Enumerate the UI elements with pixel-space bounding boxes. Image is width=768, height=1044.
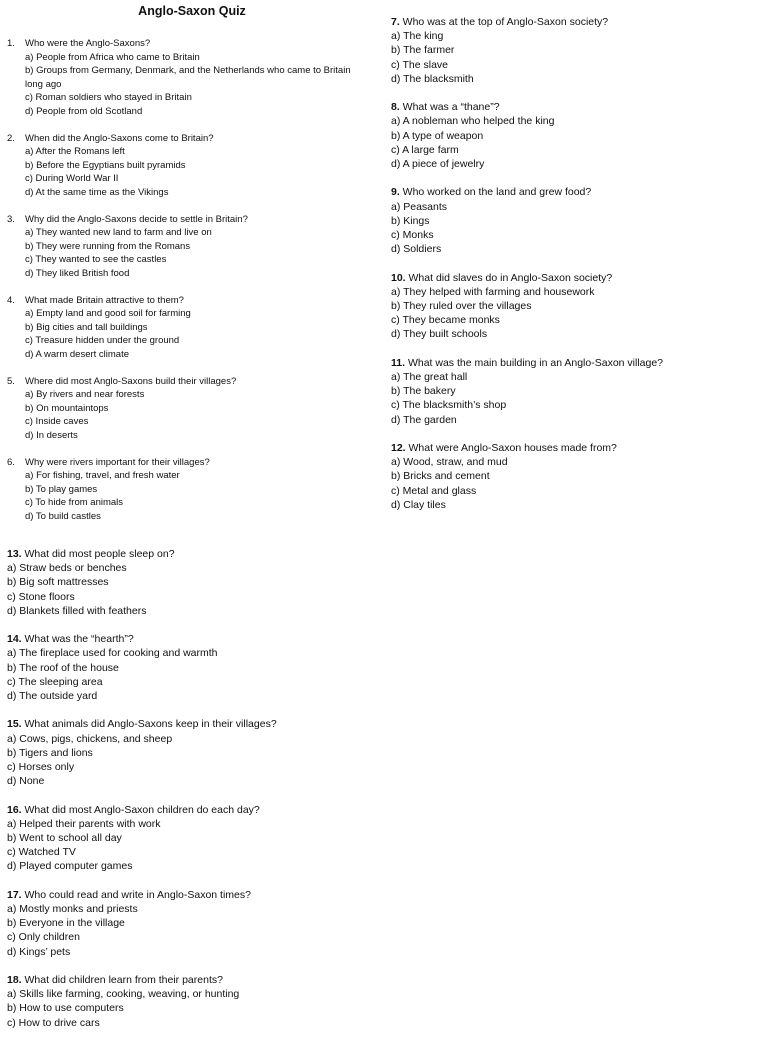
- answer-option: d) The outside yard: [7, 690, 98, 703]
- answer-option: c) The slave: [391, 58, 448, 71]
- answer-option: d) A warm desert climate: [25, 348, 130, 360]
- answer-option: a) Straw beds or benches: [7, 562, 127, 575]
- question-text: Why did the Anglo-Saxons decide to settle in Britain?: [25, 213, 248, 225]
- answer-option: b) The farmer: [391, 44, 455, 57]
- question-text: When did the Anglo-Saxons come to Britain?: [25, 132, 214, 144]
- answer-option: b) Before the Egyptians built pyramids: [25, 159, 186, 171]
- quiz-question: [7, 37, 367, 118]
- answer-option: a) Mostly monks and priests: [7, 903, 138, 916]
- question-number: 7.: [391, 16, 400, 28]
- answer-option: c) Roman soldiers who stayed in Britain: [25, 92, 192, 103]
- answer-option: a) Wood, straw, and mud: [391, 456, 508, 469]
- answer-option: b) Bricks and cement: [391, 470, 490, 483]
- quiz-question: [7, 973, 377, 1030]
- question-text: What was a “thane”?: [399, 101, 500, 114]
- answer-option: c) Metal and glass: [391, 484, 477, 497]
- answer-option: d) None: [7, 775, 45, 788]
- question-number: 2.: [7, 132, 15, 144]
- question-number: 15.: [7, 718, 22, 731]
- answer-option: c) During World War II: [25, 173, 119, 184]
- question-line: [7, 632, 377, 646]
- question-number: 1.: [7, 38, 15, 49]
- quiz-question: [7, 803, 377, 874]
- quiz-question: [391, 15, 761, 86]
- answer-option: a) Helped their parents with work: [7, 817, 161, 830]
- question-line: [391, 271, 761, 285]
- question-number: 10.: [391, 271, 406, 284]
- question-text: Why were rivers important for their villages?: [25, 456, 210, 468]
- quiz-question: [7, 888, 377, 959]
- question-number: 17.: [7, 888, 22, 901]
- answer-option: b) They ruled over the villages: [391, 300, 532, 313]
- question-line: [7, 547, 377, 561]
- question-line: [7, 717, 377, 731]
- question-number: 6.: [7, 456, 15, 468]
- answer-option: c) Treasure hidden under the ground: [25, 335, 180, 346]
- quiz-question: [391, 185, 761, 256]
- answer-option: c) To hide from animals: [25, 497, 124, 508]
- answer-option: d) The garden: [391, 413, 457, 426]
- question-text: What was the “hearth”?: [21, 633, 134, 646]
- answer-option: a) People from Africa who came to Britain: [25, 51, 200, 63]
- question-number: 14.: [7, 633, 22, 646]
- answer-option: b) Big soft mattresses: [7, 576, 109, 589]
- questions-7-12: [391, 15, 761, 526]
- question-line: [7, 973, 377, 987]
- answer-option: d) A piece of jewelry: [391, 158, 485, 171]
- question-text: What did most Anglo-Saxon children do each day?: [21, 803, 260, 816]
- question-text: Who could read and write in Anglo-Saxon times?: [21, 888, 251, 901]
- answer-option: c) The sleeping area: [7, 675, 103, 688]
- answer-option: b) Groups from Germany, Denmark, and the Netherlands who came to Britain long ago: [25, 65, 351, 90]
- answer-option: c) Monks: [391, 229, 434, 242]
- question-number: 16.: [7, 803, 22, 816]
- answer-option: d) To build castles: [25, 510, 101, 522]
- answer-option: d) Clay tiles: [391, 498, 446, 511]
- quiz-question: [391, 441, 761, 512]
- quiz-question: [7, 213, 367, 281]
- question-line: [7, 803, 377, 817]
- answer-option: b) Went to school all day: [7, 832, 122, 845]
- question-number: 9.: [391, 186, 400, 199]
- question-line: [391, 15, 761, 29]
- quiz-question: [7, 375, 367, 443]
- answer-option: a) A nobleman who helped the king: [391, 115, 555, 128]
- answer-option: b) The roof of the house: [7, 661, 119, 674]
- answer-option: a) Empty land and good soil for farming: [25, 308, 191, 319]
- question-text: Who were the Anglo-Saxons?: [25, 38, 151, 49]
- answer-option: d) People from old Scotland: [25, 105, 143, 117]
- question-number: 4.: [7, 294, 15, 306]
- answer-option: a) They helped with farming and housework: [391, 285, 595, 298]
- answer-option: b) Kings: [391, 214, 430, 227]
- answer-option: c) They wanted to see the castles: [25, 254, 167, 265]
- answer-option: b) How to use computers: [7, 1002, 124, 1015]
- question-line: [391, 100, 761, 114]
- question-number: 5.: [7, 375, 15, 387]
- question-line: [391, 356, 761, 370]
- answer-option: c) Inside caves: [25, 416, 89, 427]
- question-number: 3.: [7, 213, 15, 225]
- answer-option: c) Stone floors: [7, 590, 75, 603]
- answer-option: a) After the Romans left: [25, 146, 125, 157]
- page-title: Anglo-Saxon Quiz: [138, 4, 246, 18]
- answer-option: d) They built schools: [391, 328, 488, 341]
- question-text: What made Britain attractive to them?: [25, 294, 184, 306]
- answer-option: a) Skills like farming, cooking, weaving, or hunting: [7, 988, 240, 1001]
- answer-option: b) Tigers and lions: [7, 746, 93, 759]
- answer-option: d) Blankets filled with feathers: [7, 604, 147, 617]
- question-text: What was the main building in an Anglo-Saxon village?: [405, 356, 664, 369]
- answer-option: b) To play games: [25, 483, 98, 495]
- answer-option: d) Played computer games: [7, 860, 133, 873]
- question-line: [391, 441, 761, 455]
- answer-option: d) They liked British food: [25, 267, 130, 279]
- answer-option: d) In deserts: [25, 429, 78, 441]
- quiz-question: [391, 356, 761, 427]
- question-number: 18.: [7, 974, 22, 987]
- question-text: What were Anglo-Saxon houses made from?: [405, 442, 617, 455]
- questions-13-18: [7, 547, 377, 1044]
- question-number: 12.: [391, 442, 406, 455]
- quiz-question: [7, 547, 377, 618]
- question-text: What did slaves do in Anglo-Saxon society?: [405, 271, 613, 284]
- question-text: Who was at the top of Anglo-Saxon society?: [399, 16, 609, 28]
- question-text: Where did most Anglo-Saxons build their villages?: [25, 375, 237, 387]
- quiz-question: [391, 271, 761, 342]
- answer-option: a) They wanted new land to farm and live on: [25, 227, 212, 238]
- answer-option: c) How to drive cars: [7, 1016, 100, 1029]
- quiz-question: [7, 294, 367, 362]
- answer-option: b) A type of weapon: [391, 129, 484, 142]
- answer-option: c) A large farm: [391, 143, 459, 156]
- quiz-question: [7, 132, 367, 200]
- quiz-question: [7, 717, 377, 788]
- question-line: [7, 888, 377, 902]
- question-text: What animals did Anglo-Saxons keep in their villages?: [21, 718, 277, 731]
- answer-option: b) The bakery: [391, 385, 456, 398]
- answer-option: d) Kings’ pets: [7, 945, 71, 958]
- answer-option: c) The blacksmith’s shop: [391, 399, 507, 412]
- answer-option: b) Everyone in the village: [7, 917, 125, 930]
- question-text: What did most people sleep on?: [21, 548, 175, 560]
- answer-option: c) Watched TV: [7, 846, 76, 859]
- answer-option: c) Horses only: [7, 761, 75, 774]
- answer-option: d) The blacksmith: [391, 72, 474, 85]
- question-line: [391, 185, 761, 199]
- answer-option: d) Soldiers: [391, 243, 442, 256]
- question-text: Who worked on the land and grew food?: [399, 186, 592, 199]
- answer-option: a) The fireplace used for cooking and warmth: [7, 647, 218, 660]
- answer-option: c) Only children: [7, 931, 80, 944]
- answer-option: d) At the same time as the Vikings: [25, 186, 169, 198]
- answer-option: a) For fishing, travel, and fresh water: [25, 470, 180, 481]
- quiz-question: [7, 456, 367, 524]
- answer-option: b) On mountaintops: [25, 402, 109, 414]
- answer-option: a) By rivers and near forests: [25, 389, 145, 400]
- answer-option: a) The great hall: [391, 371, 468, 384]
- answer-option: a) Cows, pigs, chickens, and sheep: [7, 732, 173, 745]
- answer-option: b) Big cities and tall buildings: [25, 321, 148, 333]
- question-number: 13.: [7, 548, 22, 560]
- question-number: 11.: [391, 356, 406, 369]
- quiz-question: [7, 632, 377, 703]
- answer-option: c) They became monks: [391, 314, 500, 327]
- question-text: What did children learn from their parents?: [21, 974, 223, 987]
- answer-option: a) The king: [391, 30, 444, 43]
- questions-1-6: [7, 37, 367, 537]
- quiz-question: [391, 100, 761, 171]
- answer-option: a) Peasants: [391, 200, 448, 213]
- answer-option: b) They were running from the Romans: [25, 240, 191, 252]
- question-number: 8.: [391, 101, 400, 114]
